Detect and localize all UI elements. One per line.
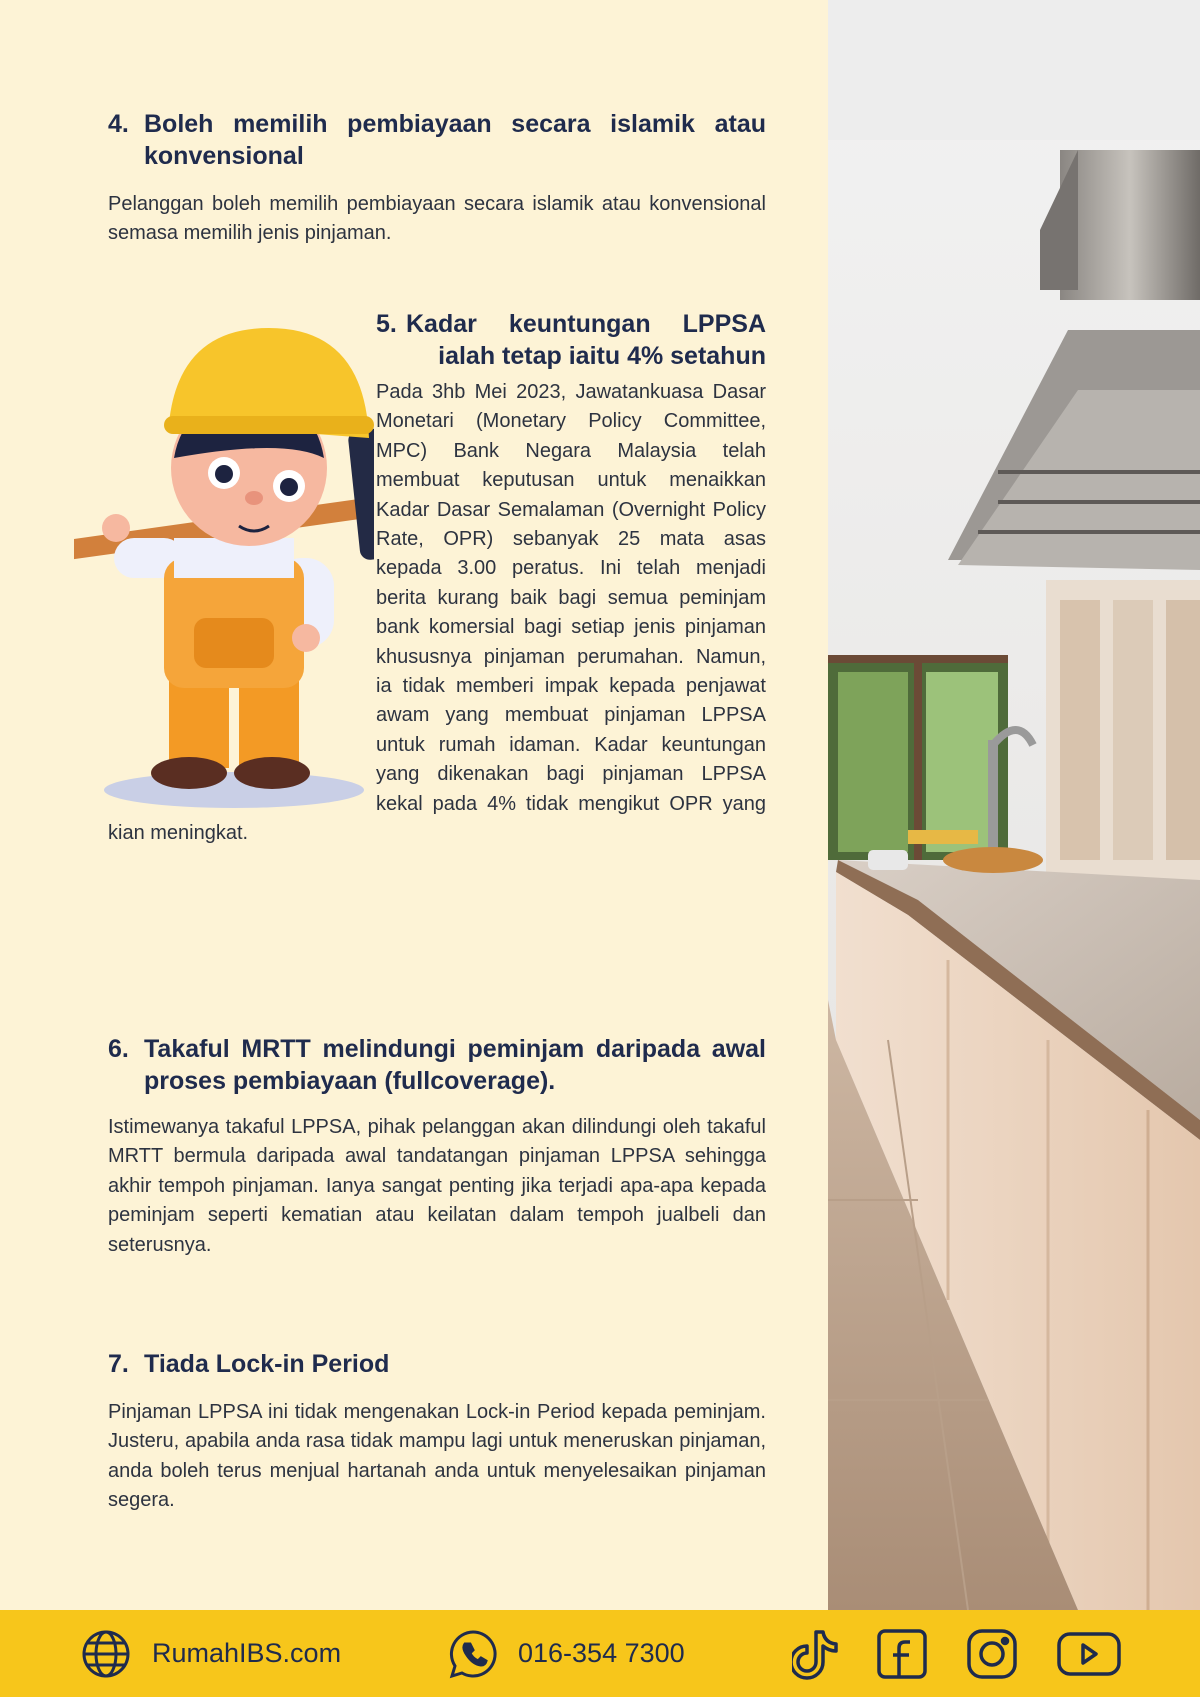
facebook-icon[interactable] <box>876 1610 928 1697</box>
whatsapp-icon[interactable] <box>446 1610 500 1697</box>
section-5-title-line-1: Kadar keuntungan LPPSA <box>406 310 766 338</box>
tiktok-icon[interactable] <box>792 1610 840 1697</box>
phone-text: 016-354 7300 <box>518 1638 685 1668</box>
section-5-number: 5. <box>376 310 397 338</box>
section-4-body: Pelanggan boleh memilih pembiayaan secara islamik atau konvensional semasa memilih jenis pinjaman. <box>108 193 766 245</box>
youtube-icon[interactable] <box>1056 1610 1122 1697</box>
section-6-heading <box>108 1033 766 1097</box>
section-4 <box>108 108 766 249</box>
instagram-icon[interactable] <box>966 1610 1018 1697</box>
website-link[interactable] <box>152 1610 341 1697</box>
section-6-body: Istimewanya takaful LPPSA, pihak pelanggan akan dilindungi oleh takaful MRTT bermula daripada awal tandatangan pinjaman LPPSA sehingga akhir tempoh pinjaman. Ianya sangat penting jika terjadi apa-apa kepada peminjam seperti kematian atau keilatan dalam tempoh jualbeli dan seterusnya. <box>108 1116 766 1256</box>
globe-icon[interactable] <box>80 1610 132 1697</box>
phone-link[interactable] <box>518 1610 685 1697</box>
construction-worker-illustration <box>108 308 376 796</box>
section-5-body: Pada 3hb Mei 2023, Jawatankuasa Dasar Monetari (Monetary Policy Committee, MPC) Bank Negara Malaysia telah membuat keputusan untuk menaikkan Kadar Dasar Semalaman (Overnight Policy Rate, OPR) sebanyak 25 mata asas kepada 3.00 peratus. Ini telah menjadi berita kurang baik bagi semua peminjam bank komersial bagi setiap jenis pinjaman khususnya pinjaman perumahan. Namun, ia tidak memberi impak kepada penjawat awam yang membuat pinjaman LPPSA untuk rumah idaman. Kadar keuntungan yang dikenakan bagi pinjaman LPPSA kekal pada 4% tidak mengikut OPR yang kian meningkat. <box>108 381 766 845</box>
section-7-heading <box>108 1348 766 1380</box>
section-5-heading-line-2 <box>376 340 766 372</box>
kitchen-photo <box>828 0 1200 1610</box>
section-4-heading <box>108 108 766 172</box>
footer-bar <box>0 1610 1200 1697</box>
section-5 <box>108 308 766 849</box>
section-7-title: Tiada Lock-in Period <box>144 1350 390 1378</box>
section-4-number: 4. <box>108 110 129 138</box>
section-5-title-line-2: ialah tetap iaitu 4% setahun <box>438 342 766 370</box>
section-7-number: 7. <box>108 1350 129 1378</box>
section-6-number: 6. <box>108 1035 129 1063</box>
section-7-body: Pinjaman LPPSA ini tidak mengenakan Lock-in Period kepada peminjam. Justeru, apabila anda rasa tidak mampu lagi untuk meneruskan pinjaman, anda boleh terus menjual hartanah anda untuk menyelesaikan pinjaman segera. <box>108 1401 766 1512</box>
section-6 <box>108 1033 766 1260</box>
section-5-heading <box>376 308 766 340</box>
section-6-title: Takaful MRTT melindungi peminjam daripada awal proses pembiayaan (fullcoverage). <box>144 1035 766 1095</box>
section-4-title: Boleh memilih pembiayaan secara islamik atau konvensional <box>144 110 766 170</box>
website-text: RumahIBS.com <box>152 1638 342 1668</box>
section-7 <box>108 1348 766 1516</box>
